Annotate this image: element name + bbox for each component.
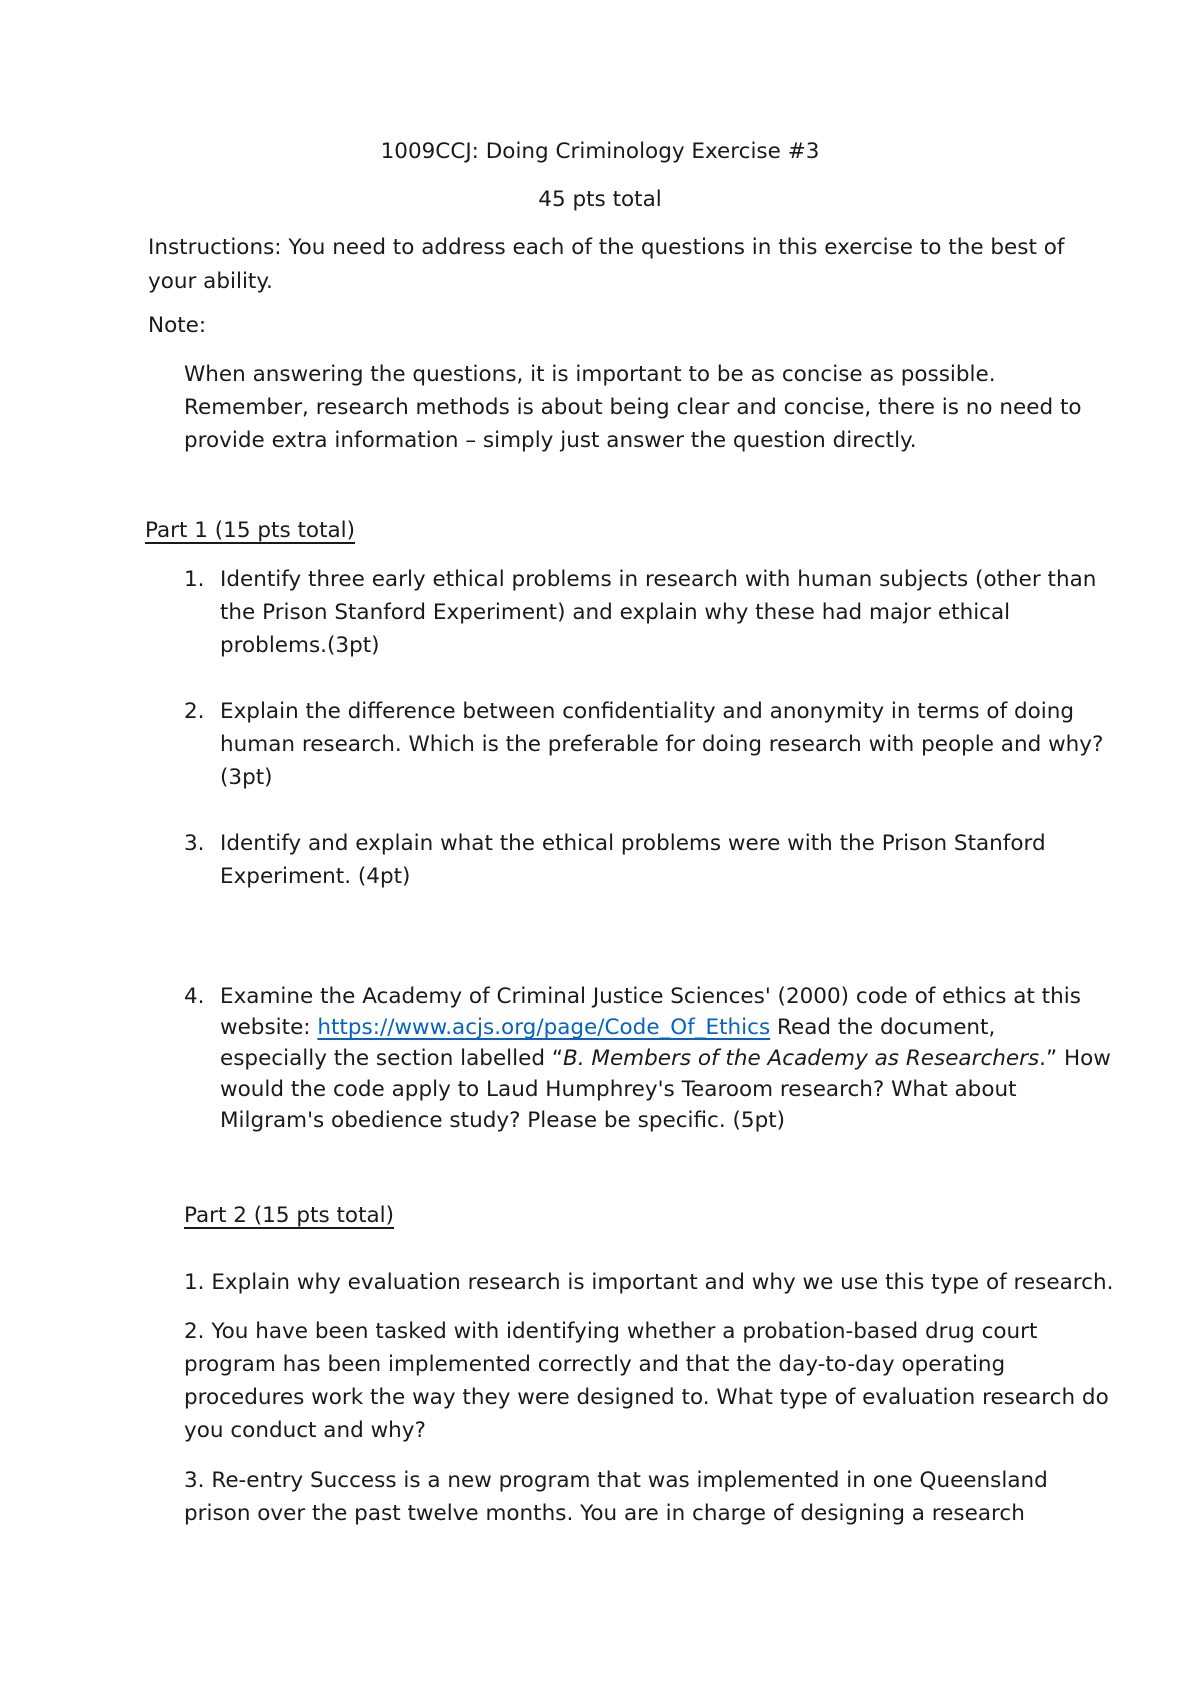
note-line-1: When answering the questions, it is important to be as concise as possible. [184,362,996,387]
part1-item-1-number: 1. [184,567,205,592]
part1-item-4-line-4: would the code apply to Laud Humphrey's Tearoom research? What about [220,1077,1017,1102]
instructions-line-2: your ability. [148,269,273,294]
part1-item-1-line-1: Identify three early ethical problems in research with human subjects (other than [220,567,1097,592]
points-total: 45 pts total [538,187,662,212]
part1-item-1-line-2: the Prison Stanford Experiment) and explain why these had major ethical [220,600,1011,625]
note-line-2: Remember, research methods is about being clear and concise, there is no need to [184,395,1082,420]
part1-item-2-number: 2. [184,699,205,724]
read-document-text: Read the document, [770,1015,996,1040]
document-title: 1009CCJ: Doing Criminology Exercise #3 [380,139,820,164]
part1-item-4-line-1: Examine the Academy of Criminal Justice Sciences' (2000) code of ethics at this [220,984,1081,1009]
note-line-3: provide extra information – simply just answer the question directly. [184,428,917,453]
part1-item-4-line-3 [220,1048,1111,1070]
part2-question-2-line-2: program has been implemented correctly and that the day-to-day operating [184,1352,1006,1377]
part1-item-2-line-2: human research. Which is the preferable for doing research with people and why? [220,732,1104,757]
section-label-suffix: .” How [1039,1046,1111,1071]
part2-question-3-line-1: 3. Re-entry Success is a new program that was implemented in one Queensland [184,1468,1048,1493]
part1-heading: Part 1 (15 pts total) [145,518,356,543]
website-label: website: [220,1015,318,1040]
part2-question-2-line-1: 2. You have been tasked with identifying whether a probation-based drug court [184,1319,1038,1344]
part2-question-2-line-3: procedures work the way they were designed to. What type of evaluation research do [184,1385,1109,1410]
part2-heading: Part 2 (15 pts total) [184,1203,395,1228]
part2-question-2-line-4: you conduct and why? [184,1418,426,1443]
part1-item-4-line-5: Milgram's obedience study? Please be specific. (5pt) [220,1108,786,1133]
instructions-line-1: Instructions: You need to address each of the questions in this exercise to the best of [148,235,1065,260]
part1-item-3-number: 3. [184,831,205,856]
part2-question-1: 1. Explain why evaluation research is important and why we use this type of research. [184,1270,1114,1295]
part1-item-4-line-2 [220,1017,995,1039]
part1-item-4-number: 4. [184,984,205,1009]
part1-item-2-line-3: (3pt) [220,765,273,790]
part1-item-3-line-1: Identify and explain what the ethical problems were with the Prison Stanford [220,831,1046,856]
part1-item-2-line-1: Explain the difference between confidentiality and anonymity in terms of doing [220,699,1075,724]
note-label: Note: [148,313,207,338]
section-label-prefix: especially the section labelled “ [220,1046,563,1071]
section-title-italic: B. Members of the Academy as Researchers [562,1046,1040,1071]
acjs-code-of-ethics-link[interactable]: https://www.acjs.org/page/Code_Of_Ethics [317,1015,771,1040]
part1-item-1-line-3: problems.(3pt) [220,633,380,658]
part1-item-3-line-2: Experiment. (4pt) [220,864,411,889]
part2-question-3-line-2: prison over the past twelve months. You are in charge of designing a research [184,1501,1025,1526]
